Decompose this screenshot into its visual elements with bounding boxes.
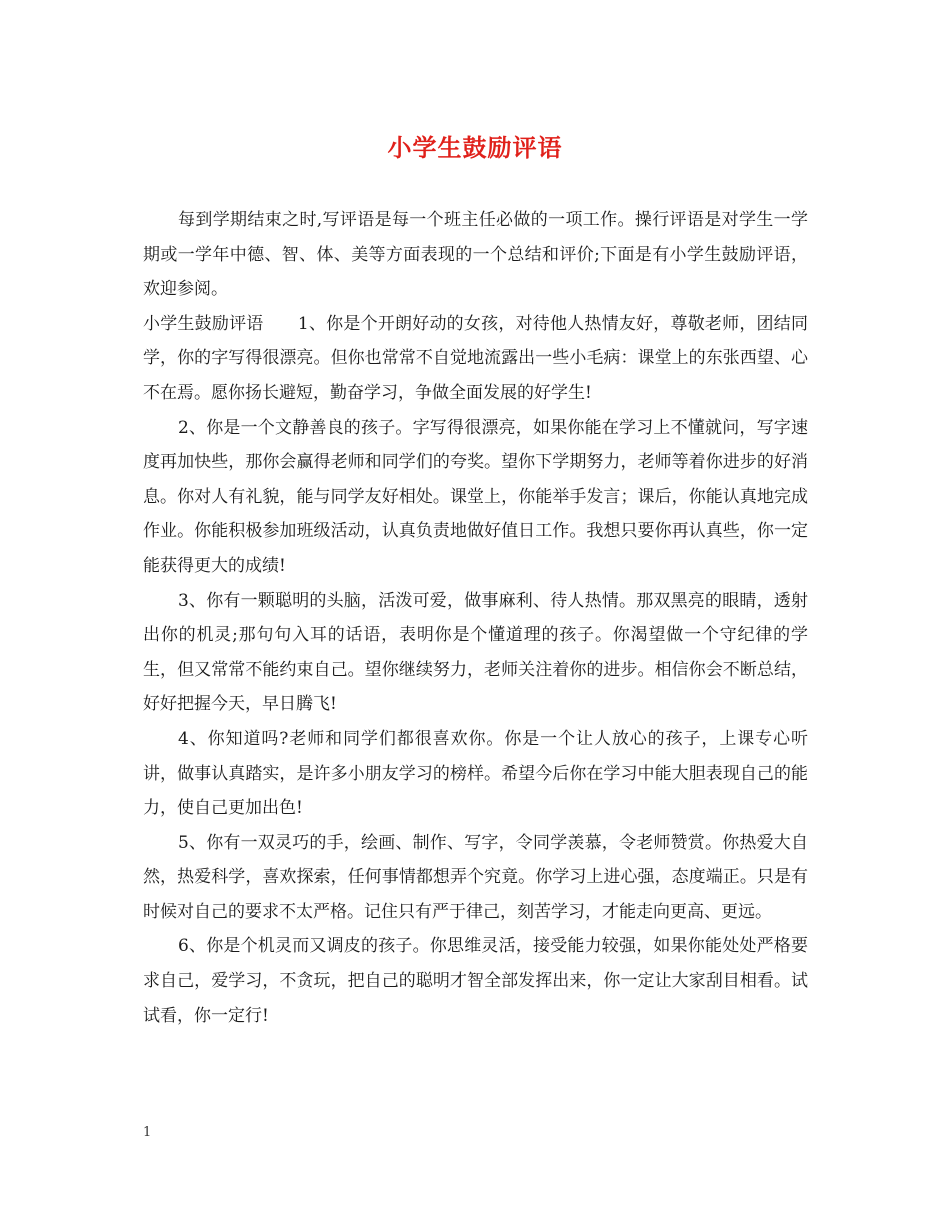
comment-paragraph-5: 5、你有一双灵巧的手，绘画、制作、写字，令同学羡慕，令老师赞赏。你热爱大自然，热爱科学，喜欢探索，任何事情都想弄个究竟。你学习上进心强，态度端正。只是有时候对自己的要求不太严格。记住只有严于律己，刻苦学习，才能走向更高、更远。 [143, 832, 808, 922]
comment-paragraph-1: 小学生鼓励评语 1、你是个开朗好动的女孩，对待他人热情友好，尊敬老师，团结同学，你的字写得很漂亮。但你也常常不自觉地流露出一些小毛病：课堂上的东张西望、心不在焉。愿你扬长避短，勤奋学习，争做全面发展的好学生! [143, 313, 808, 403]
comment-paragraph-2: 2、你是一个文静善良的孩子。字写得很漂亮，如果你能在学习上不懂就问，写字速度再加快些，那你会赢得老师和同学们的夸奖。望你下学期努力，老师等着你进步的好消息。你对人有礼貌，能与同学友好相处。课堂上，你能举手发言；课后，你能认真地完成作业。你能积极参加班级活动，认真负责地做好值日工作。我想只要你再认真些，你一定能获得更大的成绩! [143, 417, 808, 576]
comment-paragraph-6: 6、你是个机灵而又调皮的孩子。你思维灵活，接受能力较强，如果你能处处严格要求自己，爱学习，不贪玩，把自己的聪明才智全部发挥出来，你一定让大家刮目相看。试试看，你一定行! [143, 936, 808, 1026]
page-number: 1 [143, 1125, 152, 1140]
intro-paragraph: 每到学期结束之时,写评语是每一个班主任必做的一项工作。操行评语是对学生一学期或一学年中德、智、体、美等方面表现的一个总结和评价;下面是有小学生鼓励评语，欢迎参阅。 [143, 210, 808, 300]
document-title: 小学生鼓励评语 [387, 133, 563, 162]
document-body [143, 203, 808, 1033]
comment-paragraph-3: 3、你有一颗聪明的头脑，活泼可爱，做事麻利、待人热情。那双黑亮的眼睛，透射出你的机灵;那句句入耳的话语，表明你是个懂道理的孩子。你渴望做一个守纪律的学生，但又常常不能约束自己。望你继续努力，老师关注着你的进步。相信你会不断总结，好好把握今天，早日腾飞! [143, 590, 808, 715]
comment-paragraph-4: 4、你知道吗?老师和同学们都很喜欢你。你是一个让人放心的孩子，上课专心听讲，做事认真踏实，是许多小朋友学习的榜样。希望今后你在学习中能大胆表现自己的能力，使自己更加出色! [143, 728, 808, 819]
